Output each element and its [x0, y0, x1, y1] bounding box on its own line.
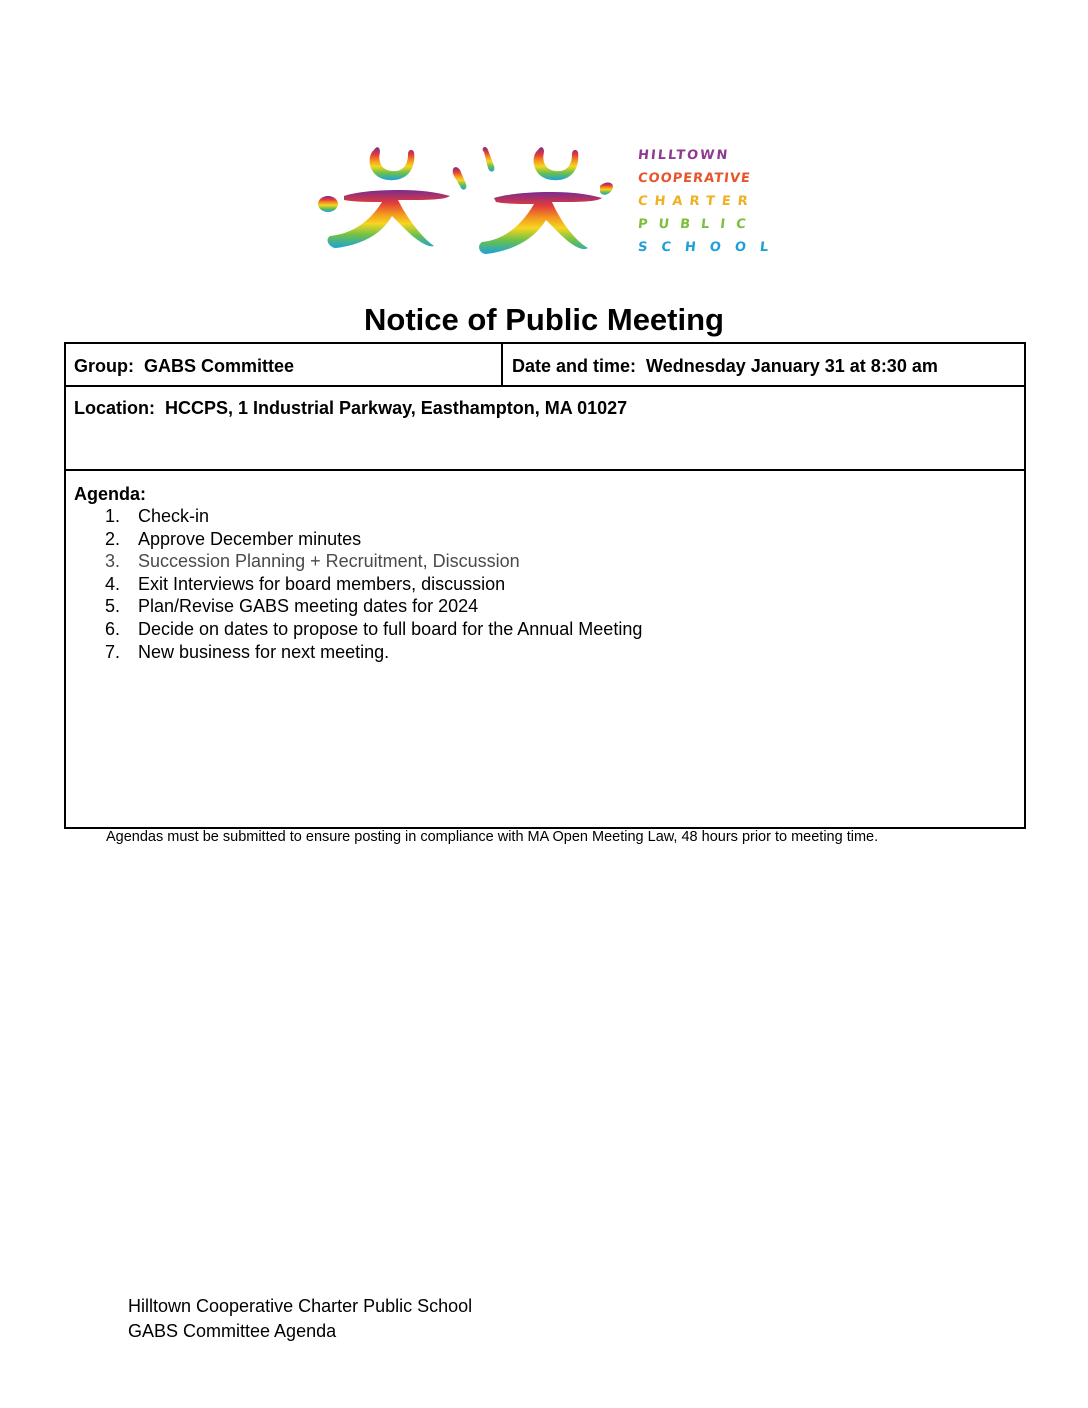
agenda-item	[74, 528, 1024, 551]
agenda-item	[74, 505, 1024, 528]
datetime-cell	[503, 344, 1024, 385]
group-label: Group:	[74, 356, 134, 376]
group-value: GABS Committee	[144, 356, 295, 376]
logo-word: CHARTER	[637, 194, 756, 209]
agenda-heading: Agenda:	[74, 484, 146, 504]
agenda-item	[74, 641, 1024, 664]
school-logo	[316, 140, 783, 268]
logo-word: HILLTOWN	[637, 148, 731, 163]
agenda-row	[66, 471, 1024, 827]
footer-document-name: GABS Committee Agenda	[128, 1320, 337, 1341]
agenda-item	[74, 573, 1024, 596]
agenda-item-number: 4.	[105, 573, 121, 594]
location-value: HCCPS, 1 Industrial Parkway, Easthampton, MA 01027	[165, 398, 628, 418]
datetime-value: Wednesday January 31 at 8:30 am	[646, 356, 938, 376]
agenda-item	[74, 618, 1024, 641]
page-footer	[128, 1294, 472, 1343]
agenda-item-text: Decide on dates to propose to full board for the Annual Meeting	[138, 618, 643, 639]
datetime-label: Date and time:	[512, 356, 637, 376]
logo-figures-icon	[316, 140, 616, 268]
datetime-field	[512, 356, 938, 376]
logo-word: SCHOOL	[637, 240, 783, 255]
logo-word: PUBLIC	[637, 217, 758, 232]
agenda-item-number: 1.	[105, 506, 121, 526]
agenda-list	[74, 505, 1024, 663]
agenda-item-text: Approve December minutes	[138, 528, 362, 549]
agenda-item-number: 6.	[105, 618, 121, 639]
meeting-header-row	[66, 344, 1024, 387]
agenda-item	[74, 550, 1024, 573]
logo-word: COOPERATIVE	[637, 171, 752, 186]
location-row	[66, 387, 1024, 471]
group-field	[74, 356, 294, 376]
location-label: Location:	[74, 398, 155, 418]
meeting-notice-table	[64, 342, 1026, 829]
compliance-footnote: Agendas must be submitted to ensure posting in compliance with MA Open Meeting Law, 48 hours prior to meeting time.	[106, 829, 879, 845]
agenda-item-text: New business for next meeting.	[138, 641, 390, 662]
agenda-item-number: 2.	[105, 528, 121, 549]
agenda-item-number: 5.	[105, 596, 121, 617]
page-title: Notice of Public Meeting	[364, 302, 724, 337]
agenda-item-text: Plan/Revise GABS meeting dates for 2024	[138, 596, 479, 617]
agenda-item-text: Exit Interviews for board members, discussion	[138, 573, 506, 594]
agenda-item-number: 3.	[105, 551, 121, 572]
group-cell	[66, 344, 503, 385]
location-field	[74, 398, 627, 418]
agenda-item	[74, 595, 1024, 618]
agenda-item-number: 7.	[105, 641, 121, 662]
footer-school-name: Hilltown Cooperative Charter Public School	[128, 1296, 473, 1316]
logo-wordmark	[637, 144, 783, 259]
agenda-item-text: Check-in	[138, 506, 210, 526]
agenda-item-text: Succession Planning + Recruitment, Discussion	[138, 551, 520, 572]
